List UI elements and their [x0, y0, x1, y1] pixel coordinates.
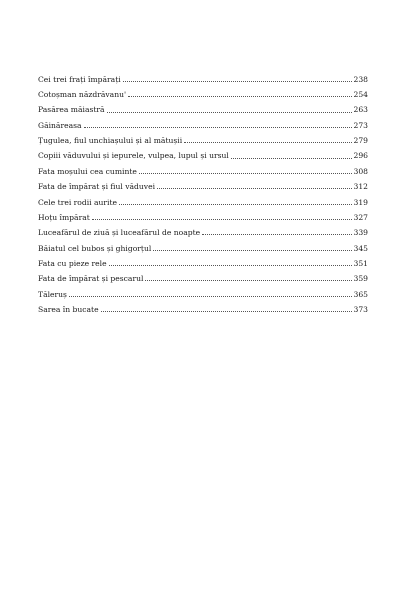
toc-entry-title: Fata de împărat și pescarul: [38, 274, 144, 284]
toc-page-number: 312: [353, 182, 368, 192]
toc-entry-title: Tăleruș: [38, 289, 67, 299]
toc-page-number: 373: [353, 304, 368, 314]
toc-entry: [38, 145, 368, 160]
toc-page-number: 345: [353, 243, 368, 253]
toc-dot-leader: [69, 296, 352, 297]
toc-dot-leader: [128, 96, 351, 97]
toc-entry-title: Sarea în bucate: [38, 304, 99, 314]
toc-dot-leader: [157, 188, 351, 189]
toc-page-number: 296: [353, 151, 368, 161]
toc-dot-leader: [107, 112, 352, 113]
toc-dot-leader: [139, 173, 352, 174]
toc-page-number: 238: [353, 74, 368, 84]
toc-page-number: 359: [353, 274, 368, 284]
toc-dot-leader: [119, 204, 351, 205]
toc-entry-title: Țugulea, fiul unchiașului și al mătușii: [38, 136, 183, 146]
toc-dot-leader: [153, 250, 351, 251]
toc-page-number: 279: [353, 136, 368, 146]
toc-entry: [38, 129, 368, 144]
toc-page-number: 365: [353, 289, 368, 299]
toc-page-number: 319: [353, 197, 368, 207]
toc-entry-title: Fata cu pieze rele: [38, 258, 107, 268]
toc-page-number: 308: [353, 166, 368, 176]
toc-dot-leader: [101, 311, 352, 312]
toc-entry: [38, 175, 368, 190]
toc-entry: [38, 99, 368, 114]
toc-page-number: 263: [353, 105, 368, 115]
table-of-contents: [38, 68, 368, 314]
toc-entry: [38, 83, 368, 98]
toc-dot-leader: [231, 158, 352, 159]
toc-dot-leader: [84, 127, 352, 128]
toc-page-number: 339: [353, 228, 368, 238]
toc-entry-title: Băiatul cel bubos și ghigorțul: [38, 243, 152, 253]
toc-entry: [38, 267, 368, 282]
toc-entry-title: Cei trei frați împărați: [38, 74, 121, 84]
toc-entry-title: Copiii văduvului și iepurele, vulpea, lupul și ursul: [38, 151, 229, 161]
toc-entry-title: Fata de împărat și fiul văduvei: [38, 182, 156, 192]
toc-entry: [38, 68, 368, 83]
toc-entry: [38, 114, 368, 129]
toc-dot-leader: [109, 265, 352, 266]
toc-entry-title: Cotoșman năzdrăvanu': [38, 90, 127, 100]
toc-dot-leader: [202, 234, 351, 235]
toc-entry: [38, 237, 368, 252]
toc-entry-title: Pasărea măiastră: [38, 105, 105, 115]
toc-entry: [38, 283, 368, 298]
toc-entry: [38, 191, 368, 206]
toc-entry: [38, 298, 368, 313]
toc-entry-title: Găinăreasa: [38, 120, 82, 130]
toc-entry: [38, 206, 368, 221]
toc-page-number: 254: [353, 90, 368, 100]
toc-page-number: 327: [353, 212, 368, 222]
toc-dot-leader: [92, 219, 352, 220]
toc-entry: [38, 252, 368, 267]
toc-entry-title: Cele trei rodii aurite: [38, 197, 118, 207]
toc-entry: [38, 160, 368, 175]
toc-dot-leader: [184, 142, 351, 143]
toc-entry-title: Hoțu împărat: [38, 212, 90, 222]
toc-page-number: 273: [353, 120, 368, 130]
toc-entry-title: Luceafărul de ziuă și luceafărul de noapte: [38, 228, 201, 238]
toc-page-number: 351: [353, 258, 368, 268]
toc-entry-title: Fata moșului cea cuminte: [38, 166, 137, 176]
toc-dot-leader: [123, 81, 352, 82]
toc-entry: [38, 221, 368, 236]
toc-dot-leader: [145, 280, 351, 281]
